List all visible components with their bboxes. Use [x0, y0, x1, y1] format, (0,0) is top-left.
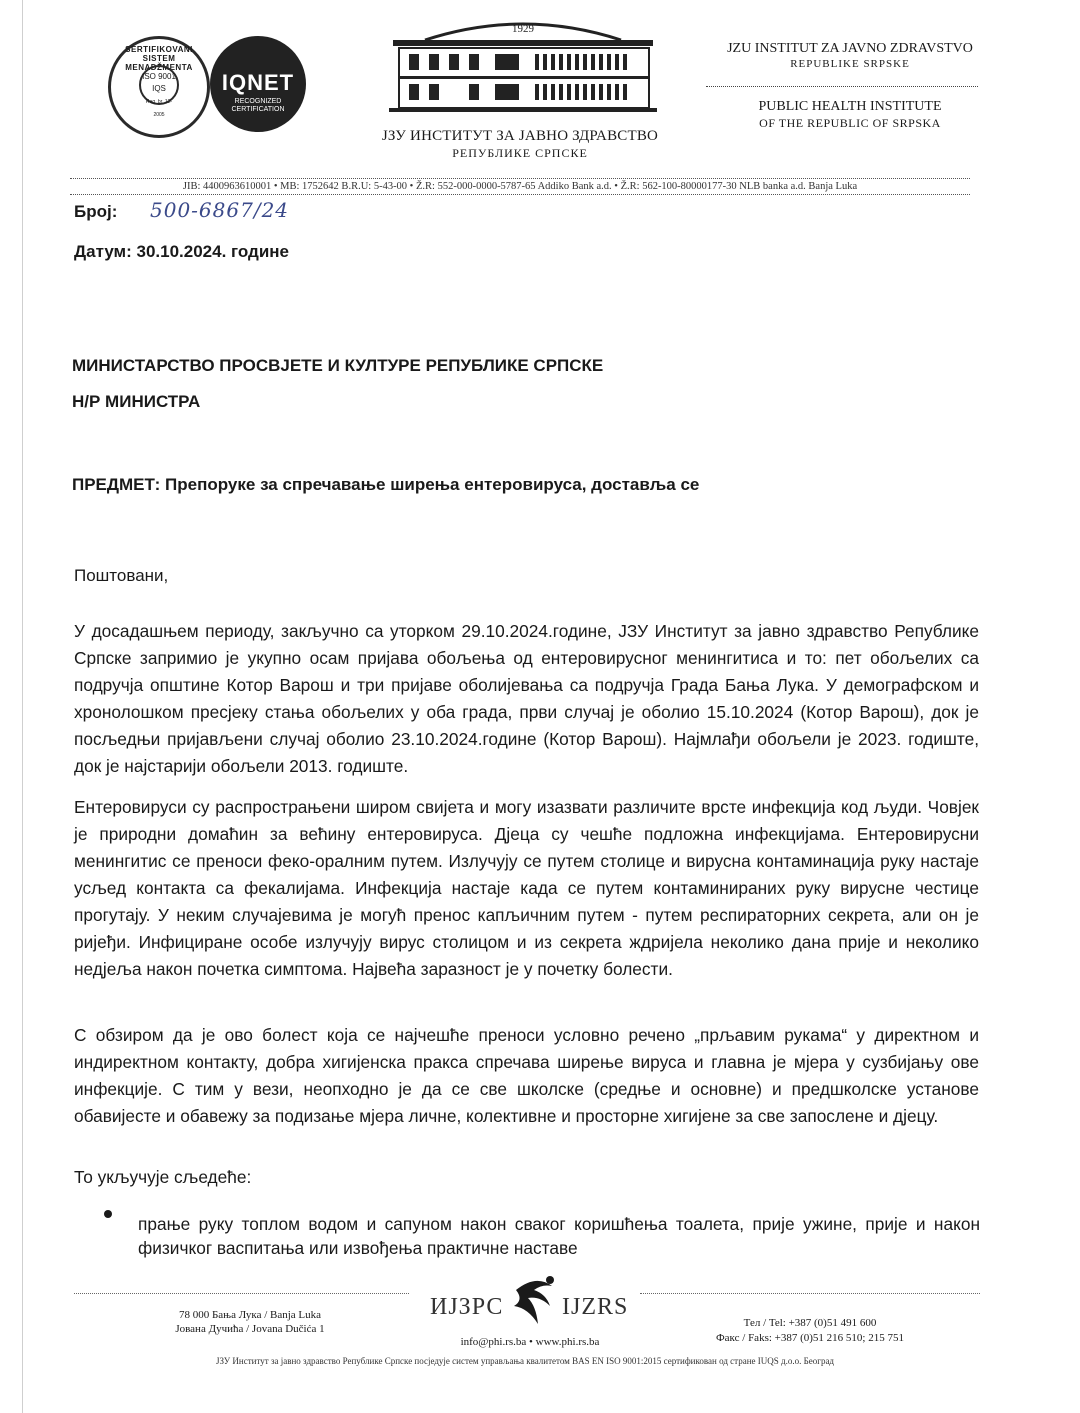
footer-divider-left: [74, 1293, 409, 1294]
iqnet-seal-sub-line: RECOGNIZED: [234, 98, 282, 105]
bullet-marker: [104, 1210, 112, 1218]
footer-certification-note: ЈЗУ Институт за јавно здравство Републике Српске посједује систем управљања квалитетом BAS EN ISO 9001:2015 сертификован од стране IUQS д.о.о. Београд: [215, 1356, 835, 1366]
bullet-item: прање руку топлом водом и сапуном након сваког коришћења тоалета, прије ужине, прије и након физичког васпитања или извођења практичне наставе: [138, 1214, 980, 1258]
body-paragraph: То укључује сљедеће:: [74, 1167, 252, 1187]
iqnet-seal-name: IQNET: [221, 70, 295, 95]
footer-address-street: Јована Дучића / Jovana Dučića 1: [175, 1323, 325, 1335]
footer-logo-latin: IJZRS: [562, 1294, 629, 1320]
iso-seal-ring-text: SERTIFIKOVANI SISTEM MENADŽMENTA: [125, 45, 193, 72]
institute-name-cyrillic: ЈЗУ ИНСТИТУТ ЗА ЈАВНО ЗДРАВСТВО: [381, 128, 659, 144]
body-paragraph: Ентеровируси су распрострањени широм свијета и могу изазвати различите врсте инфекција код људи. Човјек је природни домаћин за већину ентеровируса. Дјеца су чешће подложна инфекцијама. Ентеровирусни менингитис се преноси феко-оралним путем. Излучују се путем столице и вирусна контаминација руку настаје усљед контакта са фекалијама. Инфекција настаје када се путем контаминираних руку вирусне честице прогутају. У неким случајевима је могућ пренос капљичним путем - путем респираторних секрета, али он је ријeђи. Инфициране особе излучују вирус столицом и из секрета ждријела неколико дана прије и неколико недјеља након почетка симптома. Највећа заразност је у почетку болести.: [74, 797, 979, 979]
institute-name-english-sub: OF THE REPUBLIC OF SRPSKA: [759, 116, 941, 130]
iqnet-seal-sub-line: CERTIFICATION: [231, 106, 285, 113]
document-date: Датум: 30.10.2024. године: [74, 242, 290, 261]
iso-seal-inner-line: ISO 9001: [142, 72, 176, 81]
registration-details: JIB: 4400963610001 • MB: 1752642 B.R.U: 5-43-00 • Ž.R: 552-000-0000-5787-65 Addiko Bank a.d. • Ž.R: 562-100-80000177-30 NLB banka a.d. Banja Luka: [70, 178, 970, 195]
footer-email-web: info@phi.rs.ba • www.phi.rs.ba: [460, 1336, 600, 1348]
institute-building-logo: [385, 14, 661, 118]
header-divider: [706, 86, 978, 87]
institute-name-latin: JZU INSTITUT ZA JAVNO ZDRAVSTVO: [727, 41, 973, 56]
reference-number-label: Број:: [74, 202, 118, 221]
iso-seal-inner-line: Reg. br. 12-2005: [145, 99, 173, 118]
footer-divider-right: [640, 1293, 980, 1294]
salutation: Поштовани,: [74, 566, 169, 585]
institute-name-cyrillic-sub: РЕПУБЛИКЕ СРПСКЕ: [452, 146, 588, 160]
iqnet-seal-subtitle: [210, 98, 306, 114]
institute-emblem-icon: [506, 1272, 562, 1332]
footer-logo-cyrillic: ИЈЗРС: [430, 1294, 504, 1320]
body-paragraph: С обзиром да је ово болест која се најчешће преноси условно речено „прљавим рукама“ у директном и индиректном контакту, добра хигијенска пракса спречава ширење вируса и главна је мјера у сузбијању ове инфекције. С тим у вези, неопходно је да се све школске (средње и основне) и предшколске установе обавијесте и обавежу за подизање мјера личне, колективне и просторне хигијене за све запослене и дјецу.: [74, 1025, 979, 1126]
institute-name-english: PUBLIC HEALTH INSTITUTE: [758, 99, 942, 114]
iqnet-certification-seal: [210, 36, 306, 132]
footer-address-city: 78 000 Бања Лука / Banja Luka: [178, 1309, 322, 1321]
building-year: 1929: [512, 23, 534, 35]
iso-seal-inner-line: IQS: [152, 84, 166, 93]
institute-name-latin-sub: REPUBLIKE SRPSKE: [790, 58, 910, 70]
page-edge-line: [22, 0, 23, 1413]
iso-certification-seal: [108, 36, 210, 138]
reference-number-handwritten: 500-6867/24: [150, 198, 290, 222]
recipient-attention: Н/Р МИНИСТРА: [72, 392, 201, 411]
recipient-ministry: МИНИСТАРСТВО ПРОСВЈЕТЕ И КУЛТУРЕ РЕПУБЛИКЕ СРПСКЕ: [72, 356, 604, 375]
body-paragraph: У досадашњем периоду, закључно са уторком 29.10.2024.године, ЈЗУ Институт за јавно здравство Републике Српске запримио је укупно осам пријава обољења од ентеровирусног менингитиса и то: пет обољелих са подручја општине Котор Варош и три пријаве оболијевања са подручја Града Бања Лука. У демографском и хронолошком пресјеку стања обољелих у оба града, први случај је оболио 15.10.2024 (Котор Варош), док је посљедњи пријављени случај оболио 23.10.2024.године (Котор Варош). Најмлађи обољели је 2023. годиште, док је најстарији обољели 2013. годиште.: [74, 621, 979, 776]
footer-phone: Тел / Tel: +387 (0)51 491 600: [743, 1317, 877, 1329]
iso-seal-inner: [139, 65, 179, 118]
footer-fax: Факс / Faks: +387 (0)51 216 510; 215 751: [715, 1332, 904, 1344]
subject-line: ПРЕДМЕТ: Препоруке за спречавање ширења ентеровируса, доставља се: [72, 475, 700, 494]
